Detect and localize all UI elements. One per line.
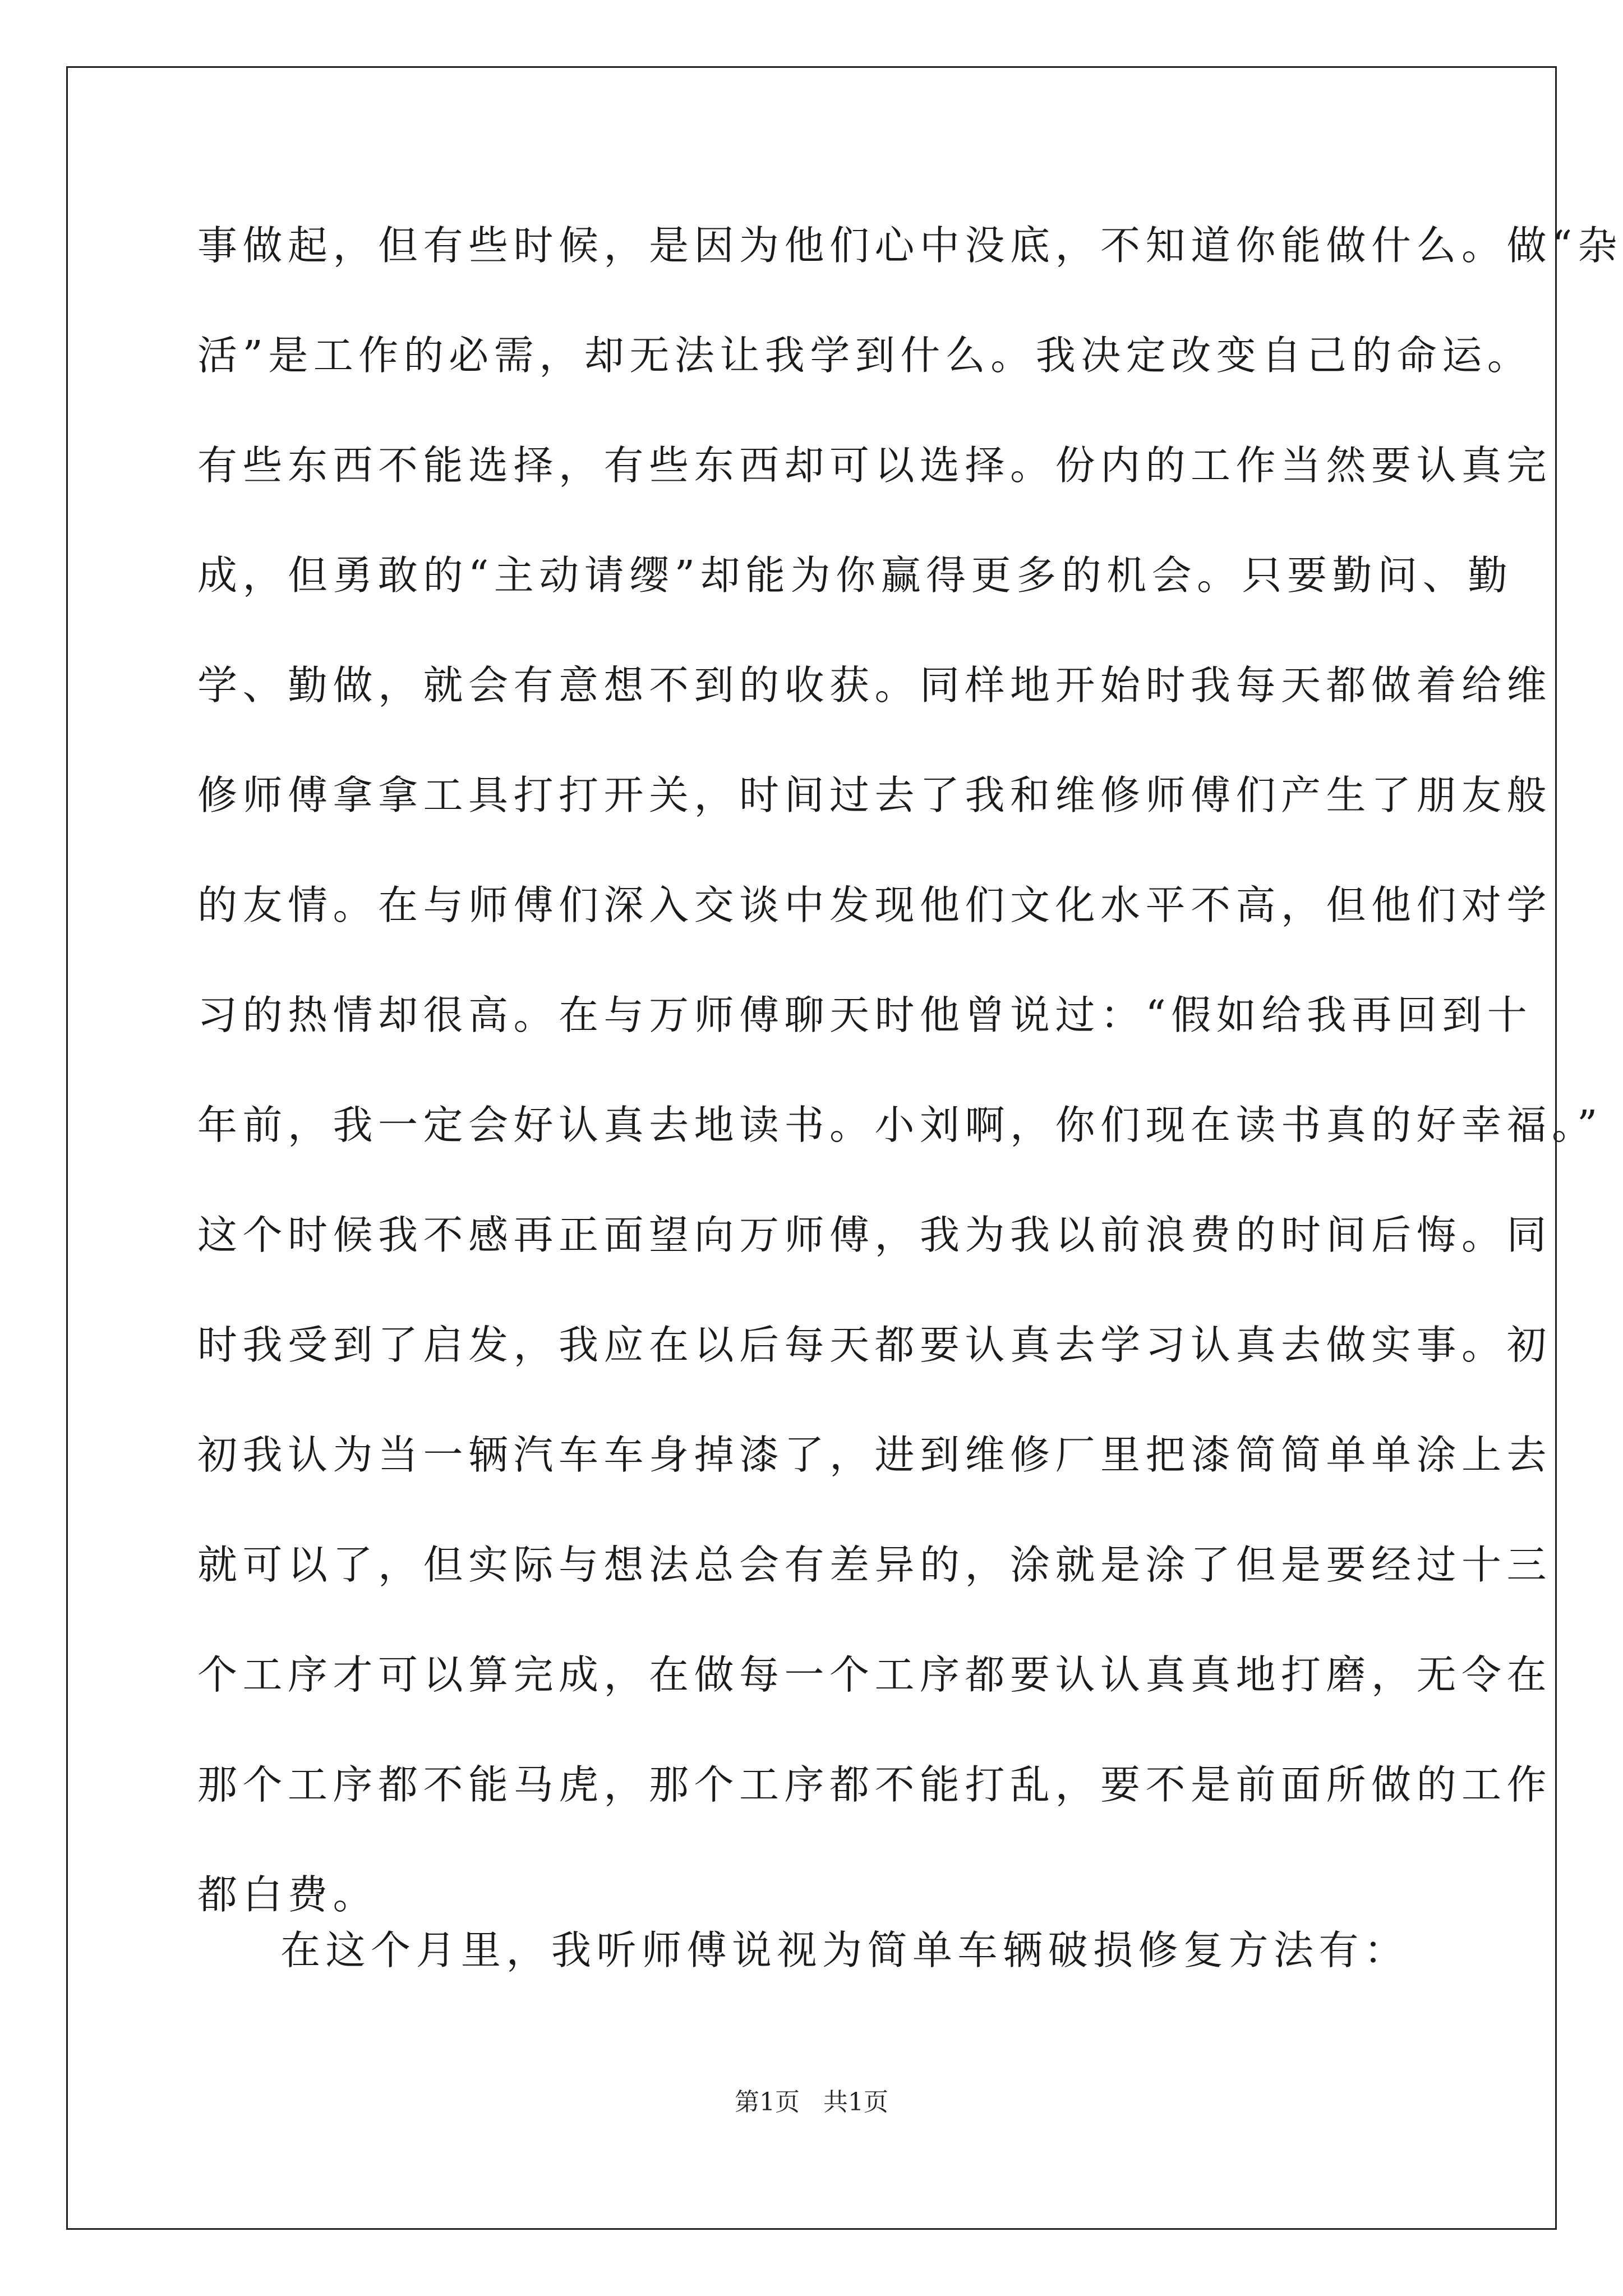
text-line: 成，但勇敢的“主动请缨”却能为你赢得更多的机会。只要勤问、勤 <box>197 552 1513 599</box>
paragraph-indented: 在这个月里，我听师傅说视为简单车辆破损修复方法有： <box>280 1927 1409 1973</box>
text-line: 都白费。 <box>197 1871 379 1918</box>
text-line: 年前，我一定会好认真去地读书。小刘啊，你们现在读书真的好幸福。” <box>197 1102 1603 1148</box>
text-line: 这个时候我不感再正面望向万师傅，我为我以前浪费的时间后悔。同 <box>197 1212 1552 1258</box>
text-line: 有些东西不能选择，有些东西却可以选择。份内的工作当然要认真完 <box>197 442 1552 489</box>
text-line: 的友情。在与师傅们深入交谈中发现他们文化水平不高，但他们对学 <box>197 882 1552 928</box>
text-line: 修师傅拿拿工具打打开关，时间过去了我和维修师傅们产生了朋友般 <box>197 772 1552 818</box>
text-line: 个工序才可以算完成，在做每一个工序都要认认真真地打磨，无令在 <box>197 1651 1552 1698</box>
text-line: 事做起，但有些时候，是因为他们心中没底，不知道你能做什么。做“杂 <box>197 222 1623 269</box>
text-line: 那个工序都不能马虎，那个工序都不能打乱，要不是前面所做的工作 <box>197 1761 1552 1808</box>
text-line: 活”是工作的必需，却无法让我学到什么。我决定改变自己的命运。 <box>197 332 1533 379</box>
text-line: 初我认为当一辆汽车车身掉漆了，进到维修厂里把漆简简单单涂上去 <box>197 1432 1552 1478</box>
document-body <box>197 218 1623 1977</box>
page-number-footer: 第1页 共1页 <box>735 2088 888 2116</box>
text-line: 习的热情却很高。在与万师傅聊天时他曾说过：“假如给我再回到十 <box>197 992 1533 1038</box>
text-line: 就可以了，但实际与想法总会有差异的，涂就是涂了但是要经过十三 <box>197 1542 1552 1588</box>
text-line: 学、勤做，就会有意想不到的收获。同样地开始时我每天都做着给维 <box>197 662 1552 708</box>
text-line: 时我受到了启发，我应在以后每天都要认真去学习认真去做实事。初 <box>197 1322 1552 1368</box>
